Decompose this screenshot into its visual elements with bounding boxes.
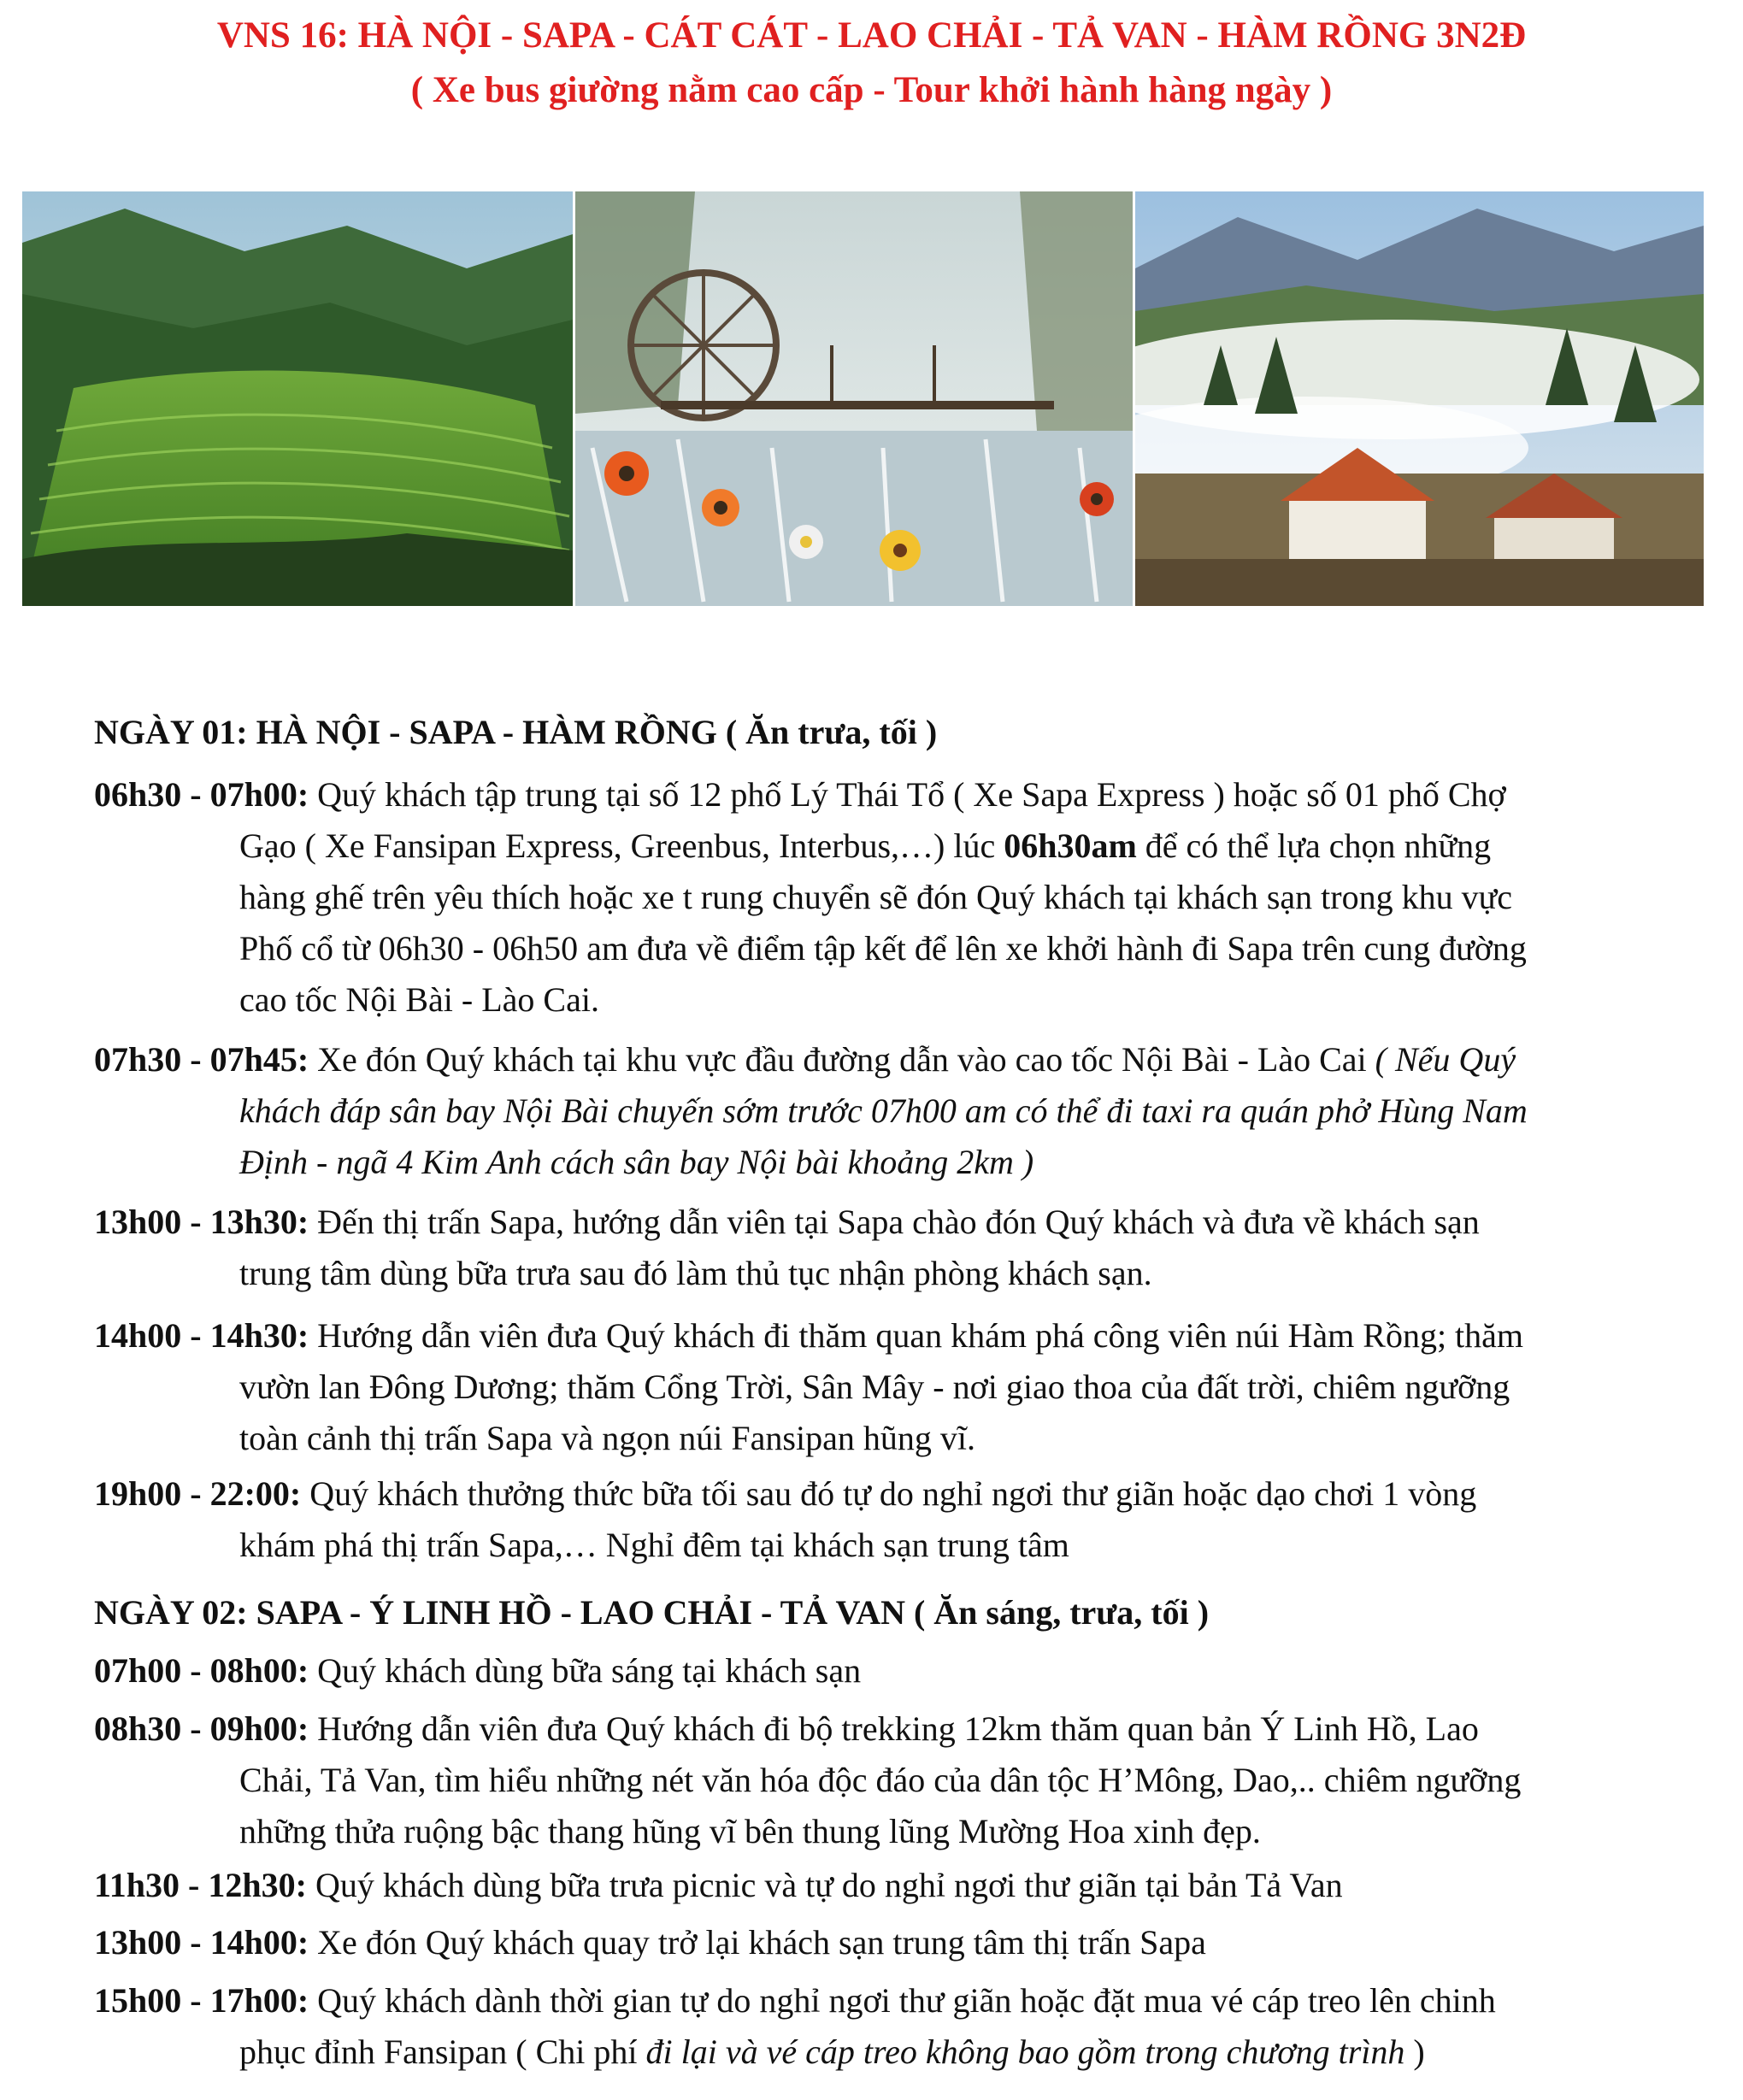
entry-text: Xe đón Quý khách tại khu vực đầu đường dẫn vào cao tốc Nội Bài - Lào Cai: [317, 1040, 1367, 1079]
entry-text: Xe đón Quý khách quay trở lại khách sạn trung tâm thị trấn Sapa: [317, 1923, 1206, 1962]
entry-time: 19h00 - 22:00:: [94, 1474, 302, 1513]
entry-time: 14h00 - 14h30:: [94, 1316, 309, 1355]
photo-strip: [22, 191, 1704, 606]
itinerary-entry: [94, 1917, 1714, 1968]
entry-text: để có thể lựa chọn những: [1145, 826, 1492, 865]
entry-text: khám phá thị trấn Sapa,… Nghỉ đêm tại khách sạn trung tâm: [239, 1526, 1069, 1564]
entry-text-bold: 06h30am: [1004, 826, 1137, 865]
entry-time: 15h00 - 17h00:: [94, 1981, 309, 2020]
entry-text: Chải, Tả Van, tìm hiểu những nét văn hóa độc đáo của dân tộc H’Mông, Dao,.. chiêm ngưỡng: [239, 1761, 1522, 1799]
waterwheel-photo: [575, 191, 1133, 606]
itinerary-entry: [94, 1310, 1714, 1464]
entry-text-italic: đi lại và vé cáp treo không bao gồm trong chương trình: [645, 2032, 1405, 2071]
entry-text: Hướng dẫn viên đưa Quý khách đi bộ trekking 12km thăm quan bản Ý Linh Hồ, Lao: [317, 1709, 1479, 1748]
entry-text: Quý khách thưởng thức bữa tối sau đó tự do nghỉ ngơi thư giãn hoặc dạo chơi 1 vòng: [309, 1474, 1477, 1513]
entry-text: phục đỉnh Fansipan ( Chi phí: [239, 2032, 638, 2071]
entry-text: Gạo ( Xe Fansipan Express, Greenbus, Interbus,…) lúc: [239, 826, 996, 865]
entry-text: toàn cảnh thị trấn Sapa và ngọn núi Fansipan hũng vĩ.: [239, 1419, 975, 1457]
misty-town-photo: [1135, 191, 1704, 606]
entry-time: 07h30 - 07h45:: [94, 1040, 309, 1079]
entry-text: Quý khách dùng bữa sáng tại khách sạn: [317, 1651, 862, 1690]
entry-text-italic: ( Nếu Quý: [1375, 1040, 1516, 1079]
entry-time: 13h00 - 14h00:: [94, 1923, 309, 1962]
itinerary-entry: [94, 1197, 1714, 1299]
entry-text: Quý khách dùng bữa trưa picnic và tự do nghỉ ngơi thư giãn tại bản Tả Van: [315, 1866, 1343, 1904]
itinerary-entry: [94, 1645, 1714, 1697]
entry-text-italic: Định - ngã 4 Kim Anh cách sân bay Nội bài khoảng 2km ): [239, 1143, 1034, 1181]
entry-text: những thửa ruộng bậc thang hũng vĩ bên thung lũng Mường Hoa xinh đẹp.: [239, 1812, 1261, 1850]
entry-text: Quý khách tập trung tại số 12 phố Lý Thái Tổ ( Xe Sapa Express ) hoặc số 01 phố Chợ: [317, 775, 1506, 814]
entry-time: 08h30 - 09h00:: [94, 1709, 309, 1748]
entry-text: Phố cổ từ 06h30 - 06h50 am đưa về điểm tập kết để lên xe khởi hành đi Sapa trên cung đường: [239, 929, 1527, 968]
tour-title: VNS 16: HÀ NỘI - SAPA - CÁT CÁT - LAO CHẢI - TẢ VAN - HÀM RỒNG 3N2Đ: [216, 15, 1527, 56]
itinerary-entry: [94, 1860, 1714, 1911]
entry-time: 06h30 - 07h00:: [94, 775, 309, 814]
rice-terrace-photo: [22, 191, 573, 606]
entry-text: cao tốc Nội Bài - Lào Cai.: [239, 980, 599, 1019]
itinerary-entry: [94, 1975, 1714, 2078]
entry-text: trung tâm dùng bữa trưa sau đó làm thủ tục nhận phòng khách sạn.: [239, 1254, 1152, 1292]
entry-time: 07h00 - 08h00:: [94, 1651, 309, 1690]
itinerary-entry: [94, 1703, 1714, 1857]
tour-subtitle: ( Xe bus giường nằm cao cấp - Tour khởi hành hàng ngày ): [410, 70, 1333, 110]
entry-text: Quý khách dành thời gian tự do nghỉ ngơi thư giãn hoặc đặt mua vé cáp treo lên chinh: [317, 1981, 1496, 2020]
entry-text: Hướng dẫn viên đưa Quý khách đi thăm quan khám phá công viên núi Hàm Rồng; thăm: [317, 1316, 1524, 1355]
day-2-heading: NGÀY 02: SAPA - Ý LINH HỒ - LAO CHẢI - TẢ VAN ( Ăn sáng, trưa, tối ): [94, 1593, 1210, 1632]
entry-time: 13h00 - 13h30:: [94, 1203, 309, 1241]
entry-text: ): [1413, 2032, 1425, 2071]
entry-text: vườn lan Đông Dương; thăm Cổng Trời, Sân Mây - nơi giao thoa của đất trời, chiêm ngưỡng: [239, 1368, 1510, 1406]
entry-text: hàng ghế trên yêu thích hoặc xe t rung chuyển sẽ đón Quý khách tại khách sạn trong khu vực: [239, 878, 1513, 916]
entry-text: Đến thị trấn Sapa, hướng dẫn viên tại Sapa chào đón Quý khách và đưa về khách sạn: [317, 1203, 1480, 1241]
itinerary-entry: [94, 769, 1714, 1026]
entry-text-italic: khách đáp sân bay Nội Bài chuyến sớm trước 07h00 am có thể đi taxi ra quán phở Hùng Nam: [239, 1091, 1528, 1130]
entry-time: 11h30 - 12h30:: [94, 1866, 307, 1904]
day-1-heading: NGÀY 01: HÀ NỘI - SAPA - HÀM RỒNG ( Ăn trưa, tối ): [94, 713, 938, 751]
itinerary-entry: [94, 1034, 1714, 1188]
itinerary-entry: [94, 1468, 1714, 1571]
